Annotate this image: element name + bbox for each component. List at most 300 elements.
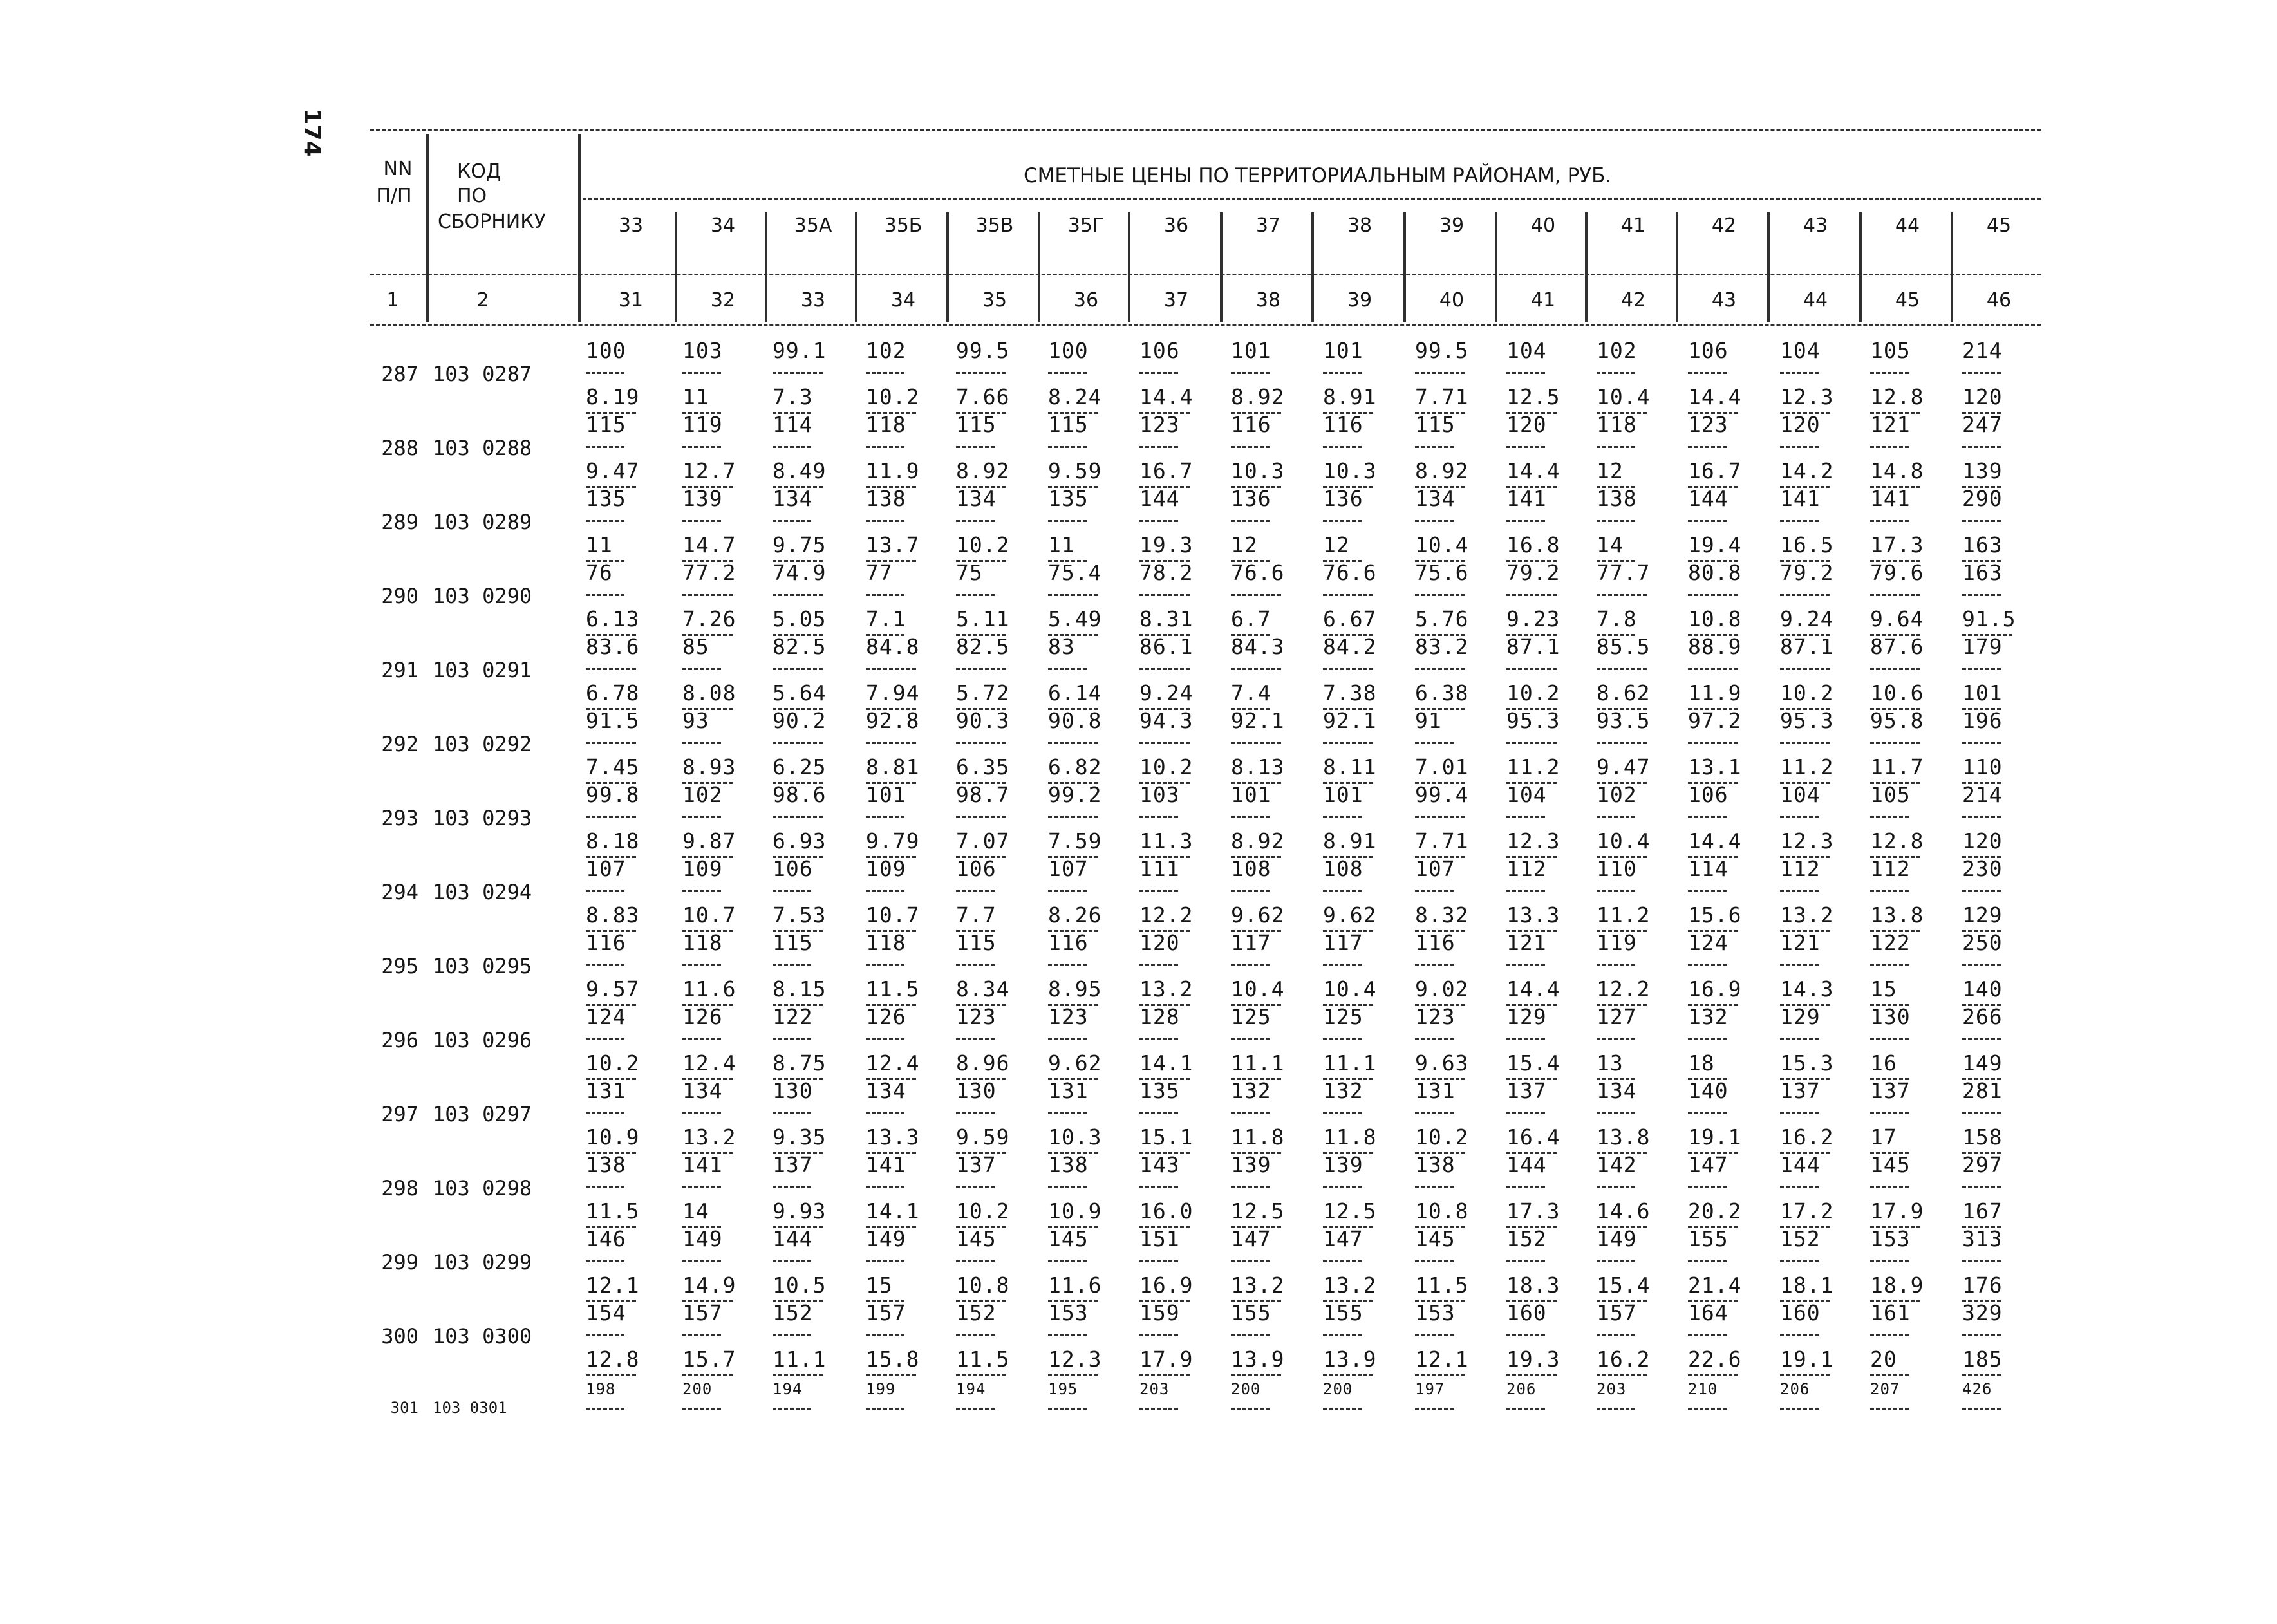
fraction-bar (1139, 742, 1190, 744)
fraction-bar (586, 964, 624, 966)
fraction-bar (866, 1374, 916, 1376)
price-value-secondary: 8.92 (1231, 384, 1285, 409)
price-value-secondary: 11.5 (866, 976, 920, 1002)
district-header: 37 (1255, 214, 1281, 237)
price-value-secondary: 10.3 (1231, 458, 1285, 483)
price-value-secondary: 14.8 (1870, 458, 1924, 483)
price-value: 85 (682, 634, 709, 659)
fraction-bar (1415, 668, 1465, 670)
price-value: 297 (1962, 1152, 2003, 1177)
fraction-bar (1870, 1112, 1909, 1114)
fraction-bar (866, 890, 904, 892)
fraction-bar (1688, 1334, 1727, 1336)
nn-header-sub: П/П (376, 185, 412, 207)
price-value-secondary: 14.3 (1780, 976, 1834, 1002)
price-value-secondary: 16.9 (1688, 976, 1742, 1002)
fraction-bar (773, 1038, 811, 1040)
fraction-bar (1962, 1186, 2001, 1188)
fraction-bar (1688, 1374, 1738, 1376)
price-value: 116 (1048, 930, 1089, 955)
district-header: 39 (1439, 214, 1465, 237)
price-value-secondary: 13.2 (1780, 902, 1834, 928)
price-value: 313 (1962, 1226, 2003, 1251)
price-value-secondary: 7.4 (1231, 680, 1271, 705)
price-value-secondary: 8.92 (1415, 458, 1469, 483)
price-value: 159 (1139, 1300, 1180, 1325)
price-value-secondary: 10.3 (1323, 458, 1377, 483)
fraction-bar (1506, 1334, 1545, 1336)
price-value: 139 (682, 486, 723, 511)
price-value: 108 (1323, 856, 1363, 881)
fraction-bar (682, 742, 721, 744)
price-value-secondary: 12.1 (1415, 1347, 1469, 1372)
price-value: 149 (682, 1226, 723, 1251)
price-value: 106 (1688, 338, 1729, 363)
price-value-secondary: 14.4 (1688, 384, 1742, 409)
price-value-secondary: 11 (586, 532, 613, 557)
price-value-secondary: 15 (1870, 976, 1897, 1002)
fraction-bar (1780, 446, 1819, 448)
price-value: 93 (682, 708, 709, 733)
price-value-secondary: 12.8 (1870, 828, 1924, 854)
fraction-bar (1780, 1186, 1819, 1188)
price-value: 138 (1048, 1152, 1089, 1177)
price-value: 123 (1048, 1004, 1089, 1029)
fraction-bar (1415, 446, 1454, 448)
price-value-secondary: 9.23 (1506, 606, 1560, 631)
fraction-bar (1962, 520, 2001, 522)
price-value-secondary: 17 (1870, 1125, 1897, 1150)
price-value: 200 (1231, 1380, 1261, 1398)
price-value: 84.8 (866, 634, 920, 659)
price-value: 160 (1780, 1300, 1821, 1325)
price-value-secondary: 7.71 (1415, 828, 1469, 854)
price-value-secondary: 9.87 (682, 828, 736, 854)
district-header: 35Г (1067, 214, 1105, 237)
fraction-bar (1870, 742, 1920, 744)
fraction-bar (1870, 1374, 1909, 1376)
price-value-secondary: 11.2 (1780, 754, 1834, 779)
price-value: 152 (1506, 1226, 1547, 1251)
price-value: 137 (956, 1152, 997, 1177)
price-value-secondary: 13.3 (1506, 902, 1560, 928)
fraction-bar (1962, 964, 2001, 966)
fraction-bar (1323, 1374, 1373, 1376)
fraction-bar (1597, 520, 1635, 522)
price-value-secondary: 12.2 (1597, 976, 1651, 1002)
fraction-bar (1415, 1334, 1454, 1336)
price-value-secondary: 7.38 (1323, 680, 1377, 705)
price-value: 179 (1962, 634, 2003, 659)
price-value-secondary: 6.7 (1231, 606, 1271, 631)
column-divider-district (1403, 212, 1406, 322)
price-value: 131 (1048, 1078, 1089, 1103)
fraction-bar (1231, 964, 1270, 966)
fraction-bar (1597, 742, 1647, 744)
col-number: 43 (1711, 289, 1737, 312)
fraction-bar (1870, 372, 1909, 374)
price-value: 145 (1415, 1226, 1456, 1251)
fraction-bar (1688, 1186, 1727, 1188)
fraction-bar (1597, 1260, 1635, 1262)
price-value: 99.1 (773, 338, 827, 363)
price-value: 131 (586, 1078, 626, 1103)
price-value: 123 (1688, 412, 1729, 437)
price-value: 102 (1597, 338, 1637, 363)
price-value: 76.6 (1231, 560, 1285, 585)
price-value-secondary: 15.4 (1506, 1050, 1560, 1076)
price-value-secondary: 20.2 (1688, 1199, 1742, 1224)
fraction-bar (1231, 1112, 1270, 1114)
price-value: 207 (1870, 1380, 1900, 1398)
price-value: 134 (1415, 486, 1456, 511)
price-value: 143 (1139, 1152, 1180, 1177)
price-value: 101 (866, 782, 906, 807)
price-value: 250 (1962, 930, 2003, 955)
price-value-secondary: 10.3 (1048, 1125, 1102, 1150)
code-header-sub2: СБОРНИКУ (438, 210, 546, 233)
price-value: 99.4 (1415, 782, 1469, 807)
fraction-bar (1323, 594, 1373, 596)
price-value-secondary: 14.4 (1688, 828, 1742, 854)
price-value-secondary: 9.93 (773, 1199, 827, 1224)
price-value-secondary: 13.7 (866, 532, 920, 557)
col-number: 46 (1986, 289, 2012, 312)
price-value-secondary: 16.5 (1780, 532, 1834, 557)
price-value-secondary: 91.5 (1962, 606, 2016, 631)
row-code: 103 0300 (433, 1324, 532, 1349)
price-value: 99.2 (1048, 782, 1102, 807)
price-value: 194 (956, 1380, 986, 1398)
fraction-bar (866, 520, 904, 522)
price-value-secondary: 9.79 (866, 828, 920, 854)
fraction-bar (1231, 1038, 1270, 1040)
row-number: 291 (381, 658, 418, 682)
fraction-bar (1048, 742, 1098, 744)
price-value: 128 (1139, 1004, 1180, 1029)
price-value: 87.6 (1870, 634, 1924, 659)
price-value: 111 (1139, 856, 1180, 881)
price-value: 132 (1231, 1078, 1271, 1103)
row-code: 103 0294 (433, 880, 532, 904)
price-value: 134 (773, 486, 813, 511)
price-value: 114 (1688, 856, 1729, 881)
code-header-sub: ПО (457, 185, 487, 207)
price-value-secondary: 13.2 (682, 1125, 736, 1150)
price-value: 214 (1962, 782, 2003, 807)
price-value-secondary: 8.15 (773, 976, 827, 1002)
price-value-secondary: 10.2 (1415, 1125, 1469, 1150)
price-value: 80.8 (1688, 560, 1742, 585)
row-number: 301 (390, 1399, 418, 1417)
price-value: 77.2 (682, 560, 736, 585)
fraction-bar (956, 594, 995, 596)
price-value: 129 (1780, 1004, 1821, 1029)
fraction-bar (1415, 1408, 1454, 1410)
fraction-bar (586, 816, 636, 818)
price-value: 95.3 (1780, 708, 1834, 733)
price-value: 102 (682, 782, 723, 807)
price-value-secondary: 10.7 (866, 902, 920, 928)
column-divider-district (1220, 212, 1223, 322)
price-value-secondary: 8.93 (682, 754, 736, 779)
row-code: 103 0295 (433, 954, 532, 978)
fraction-bar (1231, 446, 1270, 448)
price-value: 426 (1962, 1380, 1992, 1398)
fraction-bar (956, 1260, 995, 1262)
price-value: 145 (1870, 1152, 1911, 1177)
fraction-bar (773, 1186, 811, 1188)
column-divider-district (1585, 212, 1588, 322)
price-value: 82.5 (773, 634, 827, 659)
price-value: 121 (1780, 930, 1821, 955)
price-value-secondary: 5.05 (773, 606, 827, 631)
price-value: 196 (1962, 708, 2003, 733)
price-value: 203 (1597, 1380, 1627, 1398)
fraction-bar (1231, 1186, 1270, 1188)
price-value-secondary: 15.1 (1139, 1125, 1194, 1150)
fraction-bar (682, 964, 721, 966)
price-value: 147 (1231, 1226, 1271, 1251)
column-divider-district (1676, 212, 1678, 322)
fraction-bar (1323, 1038, 1362, 1040)
price-value-secondary: 13 (1597, 1050, 1624, 1076)
price-value-secondary: 12.5 (1231, 1199, 1285, 1224)
price-value-secondary: 15.6 (1688, 902, 1742, 928)
price-value-secondary: 18.1 (1780, 1273, 1834, 1298)
fraction-bar (1048, 520, 1087, 522)
price-value: 84.3 (1231, 634, 1285, 659)
fraction-bar (586, 1334, 624, 1336)
price-value-secondary: 149 (1962, 1050, 2003, 1076)
fraction-bar (956, 1334, 995, 1336)
price-value-secondary: 129 (1962, 902, 2003, 928)
price-value-secondary: 110 (1962, 754, 2003, 779)
price-value-secondary: 16.7 (1688, 458, 1742, 483)
price-value: 116 (586, 930, 626, 955)
price-value-secondary: 12 (1323, 532, 1350, 557)
price-value-secondary: 16 (1870, 1050, 1897, 1076)
fraction-bar (1688, 372, 1727, 374)
fraction-bar (586, 594, 624, 596)
price-value-secondary: 11.5 (586, 1199, 640, 1224)
fraction-bar (866, 1334, 904, 1336)
price-value-secondary: 7.26 (682, 606, 736, 631)
fraction-bar (866, 742, 916, 744)
price-value: 160 (1506, 1300, 1547, 1325)
fraction-bar (1139, 1038, 1178, 1040)
price-value-secondary: 12.2 (1139, 902, 1194, 928)
fraction-bar (1780, 520, 1819, 522)
fraction-bar (866, 446, 904, 448)
price-value-secondary: 8.13 (1231, 754, 1285, 779)
price-value: 153 (1870, 1226, 1911, 1251)
price-value-secondary: 10.4 (1415, 532, 1469, 557)
column-divider-district (1038, 212, 1040, 322)
fraction-bar (1962, 742, 2001, 744)
fraction-bar (1139, 1112, 1178, 1114)
price-value: 144 (1688, 486, 1729, 511)
price-value-secondary: 9.62 (1231, 902, 1285, 928)
price-value-secondary: 7.1 (866, 606, 906, 631)
price-value: 121 (1506, 930, 1547, 955)
fraction-bar (1506, 668, 1557, 670)
price-value: 203 (1139, 1380, 1170, 1398)
price-value-secondary: 11.1 (773, 1347, 827, 1372)
fraction-bar (586, 1112, 624, 1114)
fraction-bar (1780, 1038, 1819, 1040)
price-value-secondary: 11.9 (866, 458, 920, 483)
fraction-bar (773, 1260, 811, 1262)
price-value-secondary: 16.7 (1139, 458, 1194, 483)
price-value-secondary: 9.62 (1323, 902, 1377, 928)
price-value: 154 (586, 1300, 626, 1325)
price-value: 120 (1506, 412, 1547, 437)
price-value: 114 (773, 412, 813, 437)
fraction-bar (1506, 520, 1545, 522)
price-value-secondary: 11.5 (1415, 1273, 1469, 1298)
price-value: 103 (682, 338, 723, 363)
price-value: 141 (1506, 486, 1547, 511)
price-value-secondary: 9.62 (1048, 1050, 1102, 1076)
price-value-secondary: 8.49 (773, 458, 827, 483)
fraction-bar (773, 816, 823, 818)
price-value: 118 (1597, 412, 1637, 437)
row-code: 103 0297 (433, 1102, 532, 1126)
price-value: 117 (1231, 930, 1271, 955)
price-value-secondary: 13.2 (1323, 1273, 1377, 1298)
price-value: 112 (1780, 856, 1821, 881)
price-value: 197 (1415, 1380, 1445, 1398)
price-value: 157 (682, 1300, 723, 1325)
price-value-secondary: 6.38 (1415, 680, 1469, 705)
price-value-secondary: 15.3 (1780, 1050, 1834, 1076)
fraction-bar (1415, 594, 1465, 596)
district-header: 40 (1530, 214, 1556, 237)
price-value-secondary: 9.64 (1870, 606, 1924, 631)
fraction-bar (682, 1260, 721, 1262)
price-value-secondary: 6.25 (773, 754, 827, 779)
district-header: 45 (1986, 214, 2012, 237)
price-value: 76.6 (1323, 560, 1377, 585)
price-value: 91.5 (586, 708, 640, 733)
fraction-bar (1139, 816, 1178, 818)
header-bottom-rule (370, 324, 2041, 326)
fraction-bar (1688, 1260, 1727, 1262)
price-value-secondary: 14.1 (866, 1199, 920, 1224)
price-value-secondary: 10.4 (1323, 976, 1377, 1002)
price-value: 214 (1962, 338, 2003, 363)
fraction-bar (1688, 742, 1738, 744)
price-value: 105 (1870, 782, 1911, 807)
price-value-secondary: 176 (1962, 1273, 2003, 1298)
price-value: 107 (1048, 856, 1089, 881)
price-value: 141 (866, 1152, 906, 1177)
row-number: 289 (381, 510, 418, 534)
price-value-secondary: 12.4 (682, 1050, 736, 1076)
price-value: 123 (1139, 412, 1180, 437)
price-value: 198 (586, 1380, 616, 1398)
fraction-bar (1962, 816, 2001, 818)
fraction-bar (1962, 1374, 2001, 1376)
fraction-bar (1323, 1334, 1362, 1336)
price-value: 83.2 (1415, 634, 1469, 659)
price-value-secondary: 101 (1962, 680, 2003, 705)
price-value: 195 (1048, 1380, 1078, 1398)
fraction-bar (682, 1186, 721, 1188)
price-value-secondary: 12.5 (1323, 1199, 1377, 1224)
fraction-bar (1231, 372, 1270, 374)
price-value: 87.1 (1780, 634, 1834, 659)
col-number: 40 (1439, 289, 1465, 312)
fraction-bar (1962, 1334, 2001, 1336)
row-code: 103 0292 (433, 732, 532, 756)
price-value: 149 (1597, 1226, 1637, 1251)
price-value: 105 (1870, 338, 1911, 363)
fraction-bar (586, 890, 624, 892)
row-code: 103 0299 (433, 1250, 532, 1274)
price-value: 137 (1780, 1078, 1821, 1103)
price-value-secondary: 9.59 (956, 1125, 1010, 1150)
fraction-bar (1870, 1038, 1909, 1040)
price-value-secondary: 12.3 (1780, 828, 1834, 854)
price-value: 141 (1780, 486, 1821, 511)
column-divider-code (578, 134, 581, 322)
price-value-secondary: 9.02 (1415, 976, 1469, 1002)
price-value: 92.1 (1231, 708, 1285, 733)
price-value-secondary: 17.9 (1139, 1347, 1194, 1372)
price-value-secondary: 7.59 (1048, 828, 1102, 854)
column-divider-district (1128, 212, 1130, 322)
fraction-bar (1231, 1374, 1281, 1376)
fraction-bar (1506, 446, 1545, 448)
price-value-secondary: 13.8 (1870, 902, 1924, 928)
price-value-secondary: 7.71 (1415, 384, 1469, 409)
price-value: 153 (1048, 1300, 1089, 1325)
fraction-bar (1780, 742, 1830, 744)
price-value: 83 (1048, 634, 1075, 659)
fraction-bar (1139, 1408, 1178, 1410)
fraction-bar (1597, 964, 1635, 966)
price-value-secondary: 16.2 (1780, 1125, 1834, 1150)
column-divider-district (1859, 212, 1862, 322)
price-value-secondary: 9.57 (586, 976, 640, 1002)
price-value-secondary: 11.2 (1597, 902, 1651, 928)
price-value: 82.5 (956, 634, 1010, 659)
fraction-bar (1415, 1186, 1454, 1188)
row-number: 295 (381, 954, 418, 978)
price-value-secondary: 22.6 (1688, 1347, 1742, 1372)
price-value: 90.3 (956, 708, 1010, 733)
price-value-secondary: 5.72 (956, 680, 1010, 705)
price-value-secondary: 8.95 (1048, 976, 1102, 1002)
fraction-bar (1323, 964, 1362, 966)
price-value-secondary: 10.2 (866, 384, 920, 409)
fraction-bar (956, 890, 995, 892)
price-value: 116 (1323, 412, 1363, 437)
price-value: 97.2 (1688, 708, 1742, 733)
district-header: 38 (1347, 214, 1373, 237)
price-value-secondary: 14.7 (682, 532, 736, 557)
price-value: 129 (1506, 1004, 1547, 1029)
fraction-bar (682, 1334, 721, 1336)
price-value-secondary: 11.6 (1048, 1273, 1102, 1298)
price-value: 101 (1231, 782, 1271, 807)
price-value-secondary: 6.35 (956, 754, 1010, 779)
fraction-bar (956, 1186, 995, 1188)
price-value: 155 (1323, 1300, 1363, 1325)
price-value: 146 (586, 1226, 626, 1251)
